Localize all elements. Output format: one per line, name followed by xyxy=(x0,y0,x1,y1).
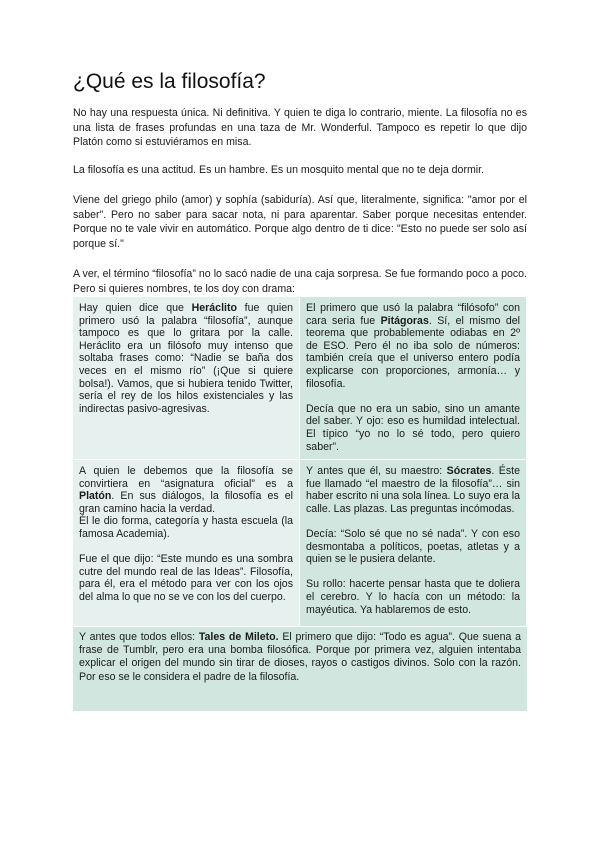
socrates-text-2: Decía: “Solo sé que no sé nada”. Y con eso desmontaba a políticos, poetas, atletas y a quien se le pusiera delante. xyxy=(306,527,520,566)
cell-platon xyxy=(73,460,300,627)
platon-name: Platón xyxy=(79,490,112,503)
socrates-name: Sócrates xyxy=(446,465,492,477)
cell-pitagoras xyxy=(300,297,527,460)
heraclito-name: Heráclito xyxy=(191,302,237,314)
pitagoras-name: Pitágoras xyxy=(380,314,429,327)
philosophers-table xyxy=(73,297,527,627)
platon-text-2: Fue el que dijo: “Este mundo es una sombra cutre del mundo real de las Ideas”. Filosofía, para él, era el método para ver con los ojos del alma lo que no se ve con los del cuerpo. xyxy=(79,553,293,603)
cell-tales: Y antes que todos ellos: Tales de Mileto. El primero que dijo: “Todo es agua”. Que suena a frase de Tumblr, pero era una bomba filosófica. Porque por primera vez, alguien intentaba explicar el origen del mundo sin tirar de dioses, rayos o castigos divinos. Solo con la razón. Por eso se le considera el padre de la filosofía. xyxy=(73,627,527,711)
cell-socrates xyxy=(300,460,527,627)
intro-paragraph-1: No hay una respuesta única. Ni definitiva. Y quien te diga lo contrario, miente. La filosofía no es una lista de frases profundas en una taza de Mr. Wonderful. Tampoco es repetir lo que dijo Platón como si estuviéramos en misa. xyxy=(73,107,527,149)
intro-paragraph-2: La filosofía es una actitud. Es un hambre. Es un mosquito mental que no te deja dormir. xyxy=(73,164,485,176)
pitagoras-text: El primero que usó la palabra “filósofo” con cara seria fue Pitágoras. Sí, el mismo del teorema que probablemente odiabas en 2º de ESO. Pero él no iba solo de números: también creía que el universo entero podía explicarse con proporciones, armonía… y filosofía. xyxy=(306,302,520,390)
intro-paragraph-4: A ver, el término “filosofía” no lo sacó nadie de una caja sorpresa. Se fue formando poco a poco. Pero si quieres nombres, te los doy con drama: xyxy=(73,268,527,295)
cell-heraclito xyxy=(73,297,300,460)
platon-text: A quien le debemos que la filosofía se convirtiera en “asignatura oficial” es a Platón. En sus diálogos, la filosofía es el gran camino hacia la verdad. Él le dio forma, categoría y hasta escuela (la famosa Academia). xyxy=(79,465,293,540)
heraclito-text: Hay quien dice que Heráclito fue quien primero usó la palabra “filosofía”, aunque tampoco es que lo gritara por la calle. Heráclito era un filósofo muy intenso que soltaba frases como: “Nadie se baña dos veces en el mismo río” (¡Que si quiere bolsa!). Vamos, que si hubiera tenido Twitter, sería el rey de los hilos existenciales y las indirectas pasivo-agresivas. xyxy=(79,302,293,415)
pitagoras-text-2: Decía que no era un sabio, sino un amante del saber. Y ojo: eso es humildad intelectual. El típico “yo no lo sé todo, pero quiero saber”. xyxy=(306,402,520,453)
tales-name: Tales de Mileto. xyxy=(198,631,279,643)
socrates-text-3: Su rollo: hacerte pensar hasta que te doliera el cerebro. Y lo hacía con un método: la mayéutica. Ya hablaremos de esto. xyxy=(306,578,520,616)
intro-paragraph-3: Viene del griego philo (amor) y sophía (sabiduría). Así que, literalmente, significa: "amor por el saber". Pero no saber para sacar nota, ni para aparentar. Saber porque necesitas entender. Porque no te vale vivir en automático. Porque algo dentro de ti dice: "Esto no puede ser solo así porque sí." xyxy=(73,194,527,250)
page-title: ¿Qué es la filosofía? xyxy=(73,70,266,93)
socrates-text: Y antes que él, su maestro: Sócrates. Éste fue llamado “el maestro de la filosofía”… sin haber escrito ni una sola línea. Lo suyo era la calle. Las plazas. Las preguntas incómodas. xyxy=(306,465,520,515)
